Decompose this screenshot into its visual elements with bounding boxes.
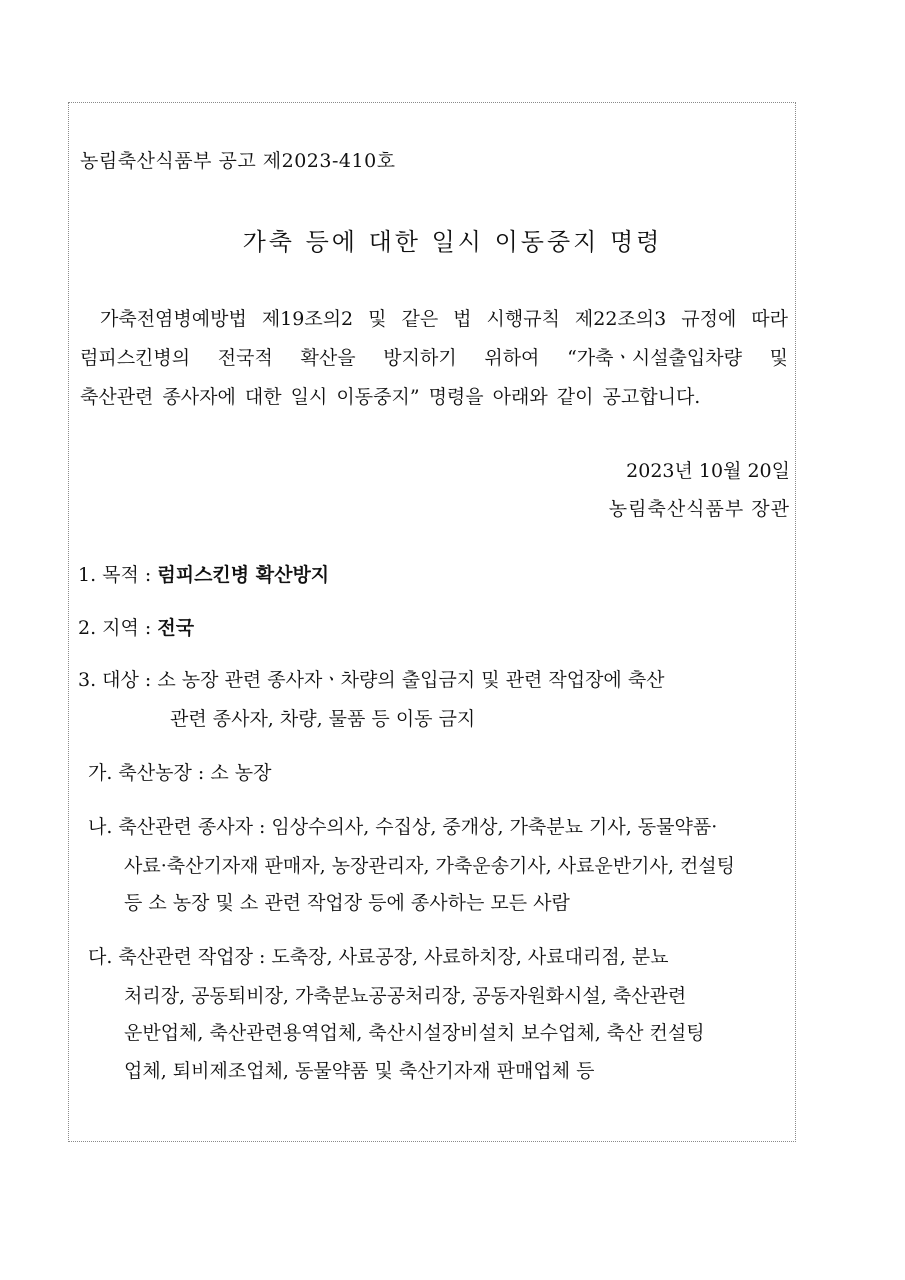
item-label: 1. 목적 : [78, 564, 158, 586]
item-value: 럼피스킨병 확산방지 [157, 564, 330, 586]
intro-paragraph [80, 300, 788, 417]
intro-line: 럼피스킨병의 전국적 확산을 방지하기 위하여 “가축ㆍ시설출입차량 및 [80, 347, 788, 369]
sub-item-workers-line: 나. 축산관련 종사자 : 임상수의사, 수집상, 중개상, 가축분뇨 기사, 동물약품· [88, 816, 718, 838]
item-value: 전국 [157, 617, 195, 639]
sub-item-livestock-farm: 가. 축산농장 : 소 농장 [88, 762, 272, 784]
intro-line: 가축전염병예방법 제19조의2 및 같은 법 시행규칙 제22조의3 규정에 따라 [100, 308, 788, 330]
intro-line: 축산관련 종사자에 대한 일시 이동중지” 명령을 아래와 같이 공고합니다. [80, 386, 701, 408]
sub-item-workplaces-line: 다. 축산관련 작업장 : 도축장, 사료공장, 사료하치장, 사료대리점, 분뇨 [88, 946, 669, 968]
sub-item-workplaces-line: 운반업체, 축산관련용역업체, 축산시설장비설치 보수업체, 축산 컨설팅 [124, 1022, 705, 1044]
item-label: 3. 대상 : [78, 669, 158, 691]
sub-item-workers-line: 사료·축산기자재 판매자, 농장관리자, 가축운송기사, 사료운반기사, 컨설팅 [124, 855, 736, 877]
issuing-authority: 농림축산식품부 장관 [608, 498, 790, 520]
item-label: 2. 지역 : [78, 617, 158, 639]
item-target-continuation: 관련 종사자, 차량, 물품 등 이동 금지 [170, 708, 476, 730]
notice-number: 농림축산식품부 공고 제2023-410호 [80, 150, 396, 172]
sub-item-workers-line: 등 소 농장 및 소 관련 작업장 등에 종사하는 모든 사람 [124, 892, 570, 914]
item-value: 소 농장 관련 종사자ㆍ차량의 출입금지 및 관련 작업장에 축산 [157, 669, 665, 691]
item-region [78, 613, 194, 640]
document-title: 가축 등에 대한 일시 이동중지 명령 [242, 228, 663, 256]
sub-item-workplaces-line: 업체, 퇴비제조업체, 동물약품 및 축산기자재 판매업체 등 [124, 1060, 595, 1082]
notice-date: 2023년 10월 20일 [626, 460, 790, 482]
item-purpose [78, 560, 329, 587]
item-target [78, 665, 665, 692]
sub-item-workplaces-line: 처리장, 공동퇴비장, 가축분뇨공공처리장, 공동자원화시설, 축산관련 [124, 985, 687, 1007]
